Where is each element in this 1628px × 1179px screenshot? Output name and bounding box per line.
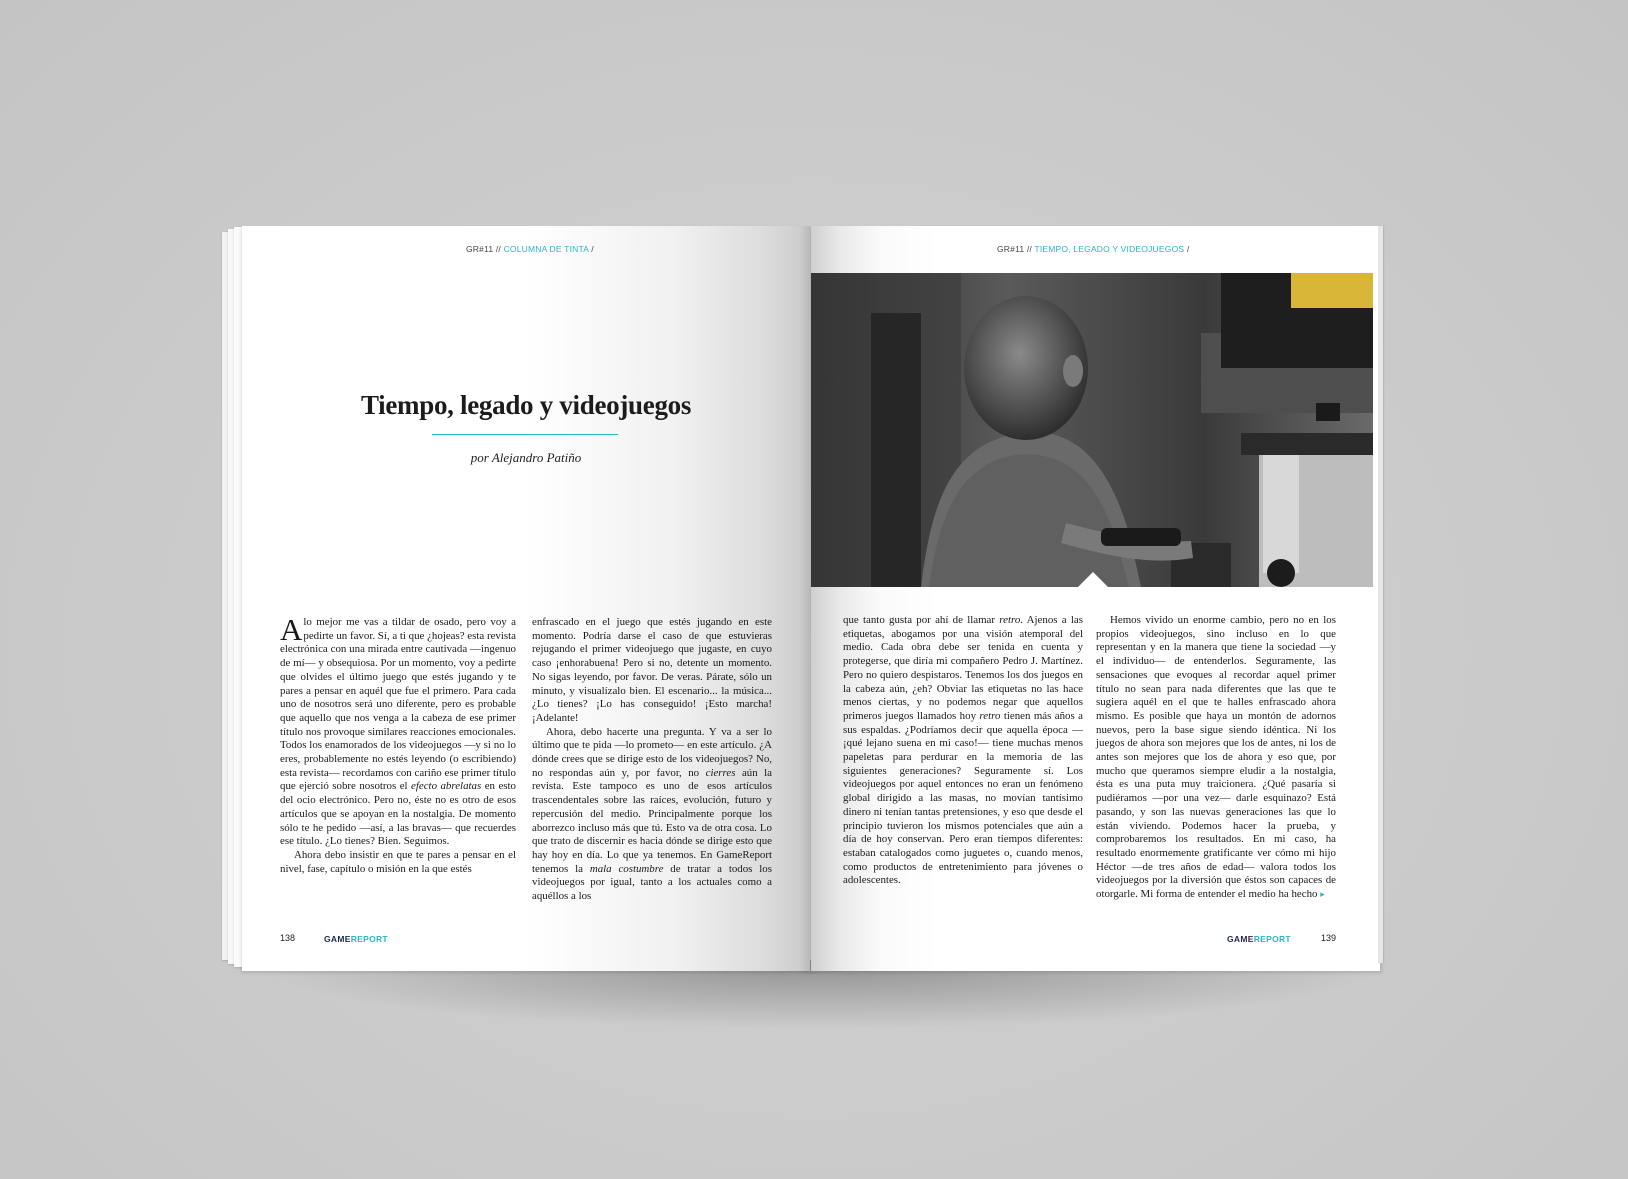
- title-underline: [432, 434, 618, 435]
- emphasis-text: retro: [979, 709, 1001, 722]
- logo-report: REPORT: [1253, 934, 1291, 944]
- gamereport-logo: [1227, 934, 1291, 944]
- article-title: Tiempo, legado y videojuegos: [360, 390, 692, 420]
- header-issue: GR#11 //: [466, 244, 501, 254]
- page-number: 138: [280, 933, 296, 943]
- emphasis-text: cierres: [705, 766, 736, 779]
- paragraph-text: . Ajenos a las etiquetas, abogamos por una visión atemporal del medio. Cada obra debe ser tenida en cuenta y protegerse, que diría mi compañero Pedro J. Martínez. Pero no quiero despistaros. Tenemos los dos juegos en la cabeza aún, ¿eh? Obviar las etiquetas no las hace menos ciertas, y no podemos negar que aquellos primeros juegos llamados hoy: [843, 614, 1083, 722]
- right-page-header: [997, 244, 1189, 254]
- paragraph-text: Ahora, debo hacerte una pregunta. Y va a ser lo último que te pida —lo prometo— en este artículo. ¿A dónde crees que se dirige esto de los videojuegos? No, no respondas aún y, por favor, no: [532, 725, 772, 779]
- article-byline: por Alejandro Patiño: [470, 450, 582, 465]
- continue-arrow-icon: ▸: [1320, 889, 1325, 900]
- paragraph-text: que tanto gusta por ahí de llamar: [843, 614, 996, 626]
- emphasis-text: retro: [999, 614, 1021, 626]
- paragraph-text: Hemos vivido un enorme cambio, pero no en los propios videojuegos, sino incluso en lo que representan y en la manera que tiene la sociedad —y el individuo— de entenderlos. Seguramente, las sensaciones que evoques al recordar aquel primer título no sean para nada diferentes que las que te sugiera aquél en el que te halles enfrascado ahora mismo. Es posible que haya un montón de adornos nuevos, pero la base sigue siendo idéntica. Ni los juegos de ahora son mejores que los de antes, ni los de antes son mejores que los de ahora y eso que, por mucho que queramos siempre eludir a la nostalgia, ésta es una puta muy traicionera. ¿Qué pasaría si pudiéramos —por una vez— darle esquinazo? Está pasando, y son las nuevas generaciones las que lo están viviendo. Podemos hacer la prueba, y comprobaremos los resultados. En mi caso, ha resultado enormemente gratificante ver cómo mi hijo Héctor —de tres años de edad— valora todos los videojuegos por la diversión que éstos son capaces de otorgarle. Mi forma de entender el medio ha hecho: [1096, 614, 1336, 901]
- logo-report: REPORT: [350, 934, 388, 944]
- left-page-header: [466, 244, 594, 254]
- paragraph: Ahora debo insistir en que te pares a pensar en el nivel, fase, capítulo o misión en la que estés: [280, 848, 516, 875]
- paragraph: enfrascado en el juego que estés jugando en este momento. Podría darse el caso de que estuvieras rejugando el primer videojuego que jugaste, en cuyo caso ¡enhorabuena! Pero si no, detente un momento. No sigas leyendo, por favor. De veras. Párate, sólo un minuto, y visualízalo bien. El escenario... la música... ¿Lo tienes? ¡Lo has conseguido! ¡Esto marcha! ¡Adelante!: [532, 616, 772, 724]
- logo-game: GAME: [1227, 934, 1254, 944]
- paragraph-text: de tratar a todos los videojuegos por igual, tanto a los actuales como a aquéllos a los: [532, 862, 772, 903]
- paragraph-text: en esto del ocio electrónico. Pero no, éste no es otro de esos artículos que se apoyan en la nostalgia. De momento sólo te he pedido —así, a las bravas— que recuerdes ese título. ¿Lo tienes? Bien. Seguimos.: [280, 780, 516, 848]
- drop-cap: A: [280, 612, 303, 647]
- paragraph-text: lo mejor me vas a tildar de osado, pero voy a pedirte un favor. Sí, a ti que ¿hojeas? esta revista electrónica con una mirada entre cautivada —ingenuo de mí— y obsequiosa. Por un momento, voy a pedirte que olvides el último juego que estés jugando y te pares a pensar en aquél que fue el primero. Para cada uno de nosotros será uno diferente, pero es probable que aquello que nos venga a la cabeza de ese primer título nos provoque similares reacciones emocionales. Todos los enamorados de los videojuegos —y si no lo eres, probablemente no estés leyendo (o escribiendo) esta revista— recordamos con cariño ese primer título que ejerció sobre nosotros el: [280, 616, 516, 793]
- left-page: [242, 226, 810, 971]
- left-column-2: [532, 616, 772, 904]
- paragraph: [532, 726, 772, 904]
- paragraph-text: tienen más años a sus espaldas. ¿Podríamos decir que aquella época —¡qué lejano suena en mi caso!— tiene muchas menos papeletas para perdurar en la memoria de las siguientes generaciones? Seguramente sí. Los videojuegos por aquel entonces no eran un fenómeno global dirigido a las masas, no movían tantísimo dinero ni tenían tantas pretensiones, y eso que desde el principio tuvieron los mismos potenciales que aún a día de hoy conservan. Pero eran tiempos diferentes: estaban catalogados como juguetes o, cuando menos, como productos de entretenimiento para jóvenes o adolescentes.: [843, 709, 1083, 887]
- photo-notch: [1078, 572, 1108, 587]
- header-section: TIEMPO, LEGADO Y VIDEOJUEGOS: [1034, 244, 1185, 254]
- gamereport-logo: [324, 934, 388, 944]
- child-playing-photo: [811, 273, 1373, 587]
- paragraph: [280, 612, 516, 849]
- header-issue: GR#11 //: [997, 244, 1032, 254]
- page-number: 139: [1321, 933, 1337, 943]
- right-page: [811, 226, 1380, 971]
- header-slash: /: [1186, 244, 1190, 254]
- paragraph: [843, 614, 1083, 888]
- article-photo: [811, 273, 1373, 587]
- header-section: COLUMNA DE TINTA: [503, 244, 589, 254]
- paragraph-text: aún la revista. Este tampoco es uno de esos artículos trascendentales sobre las raíces, evolución, futuro y repercusión del medio. Principalmente porque los aborrezco incluso más que tú. Esto va de otra cosa. Lo que trato de discernir es hacia dónde se dirige esto que hay hoy en día. Lo que ya tenemos. En GameReport tenemos la: [532, 766, 772, 875]
- right-column-1: [843, 614, 1083, 888]
- left-column-1: [280, 612, 516, 876]
- logo-game: GAME: [324, 934, 351, 944]
- emphasis-text: efecto abrelatas: [411, 780, 482, 793]
- header-slash: /: [591, 244, 594, 254]
- page-stack-edge-right: [1378, 226, 1383, 963]
- right-column-2: [1096, 614, 1336, 902]
- emphasis-text: mala costumbre: [589, 862, 664, 875]
- paragraph: [1096, 614, 1336, 902]
